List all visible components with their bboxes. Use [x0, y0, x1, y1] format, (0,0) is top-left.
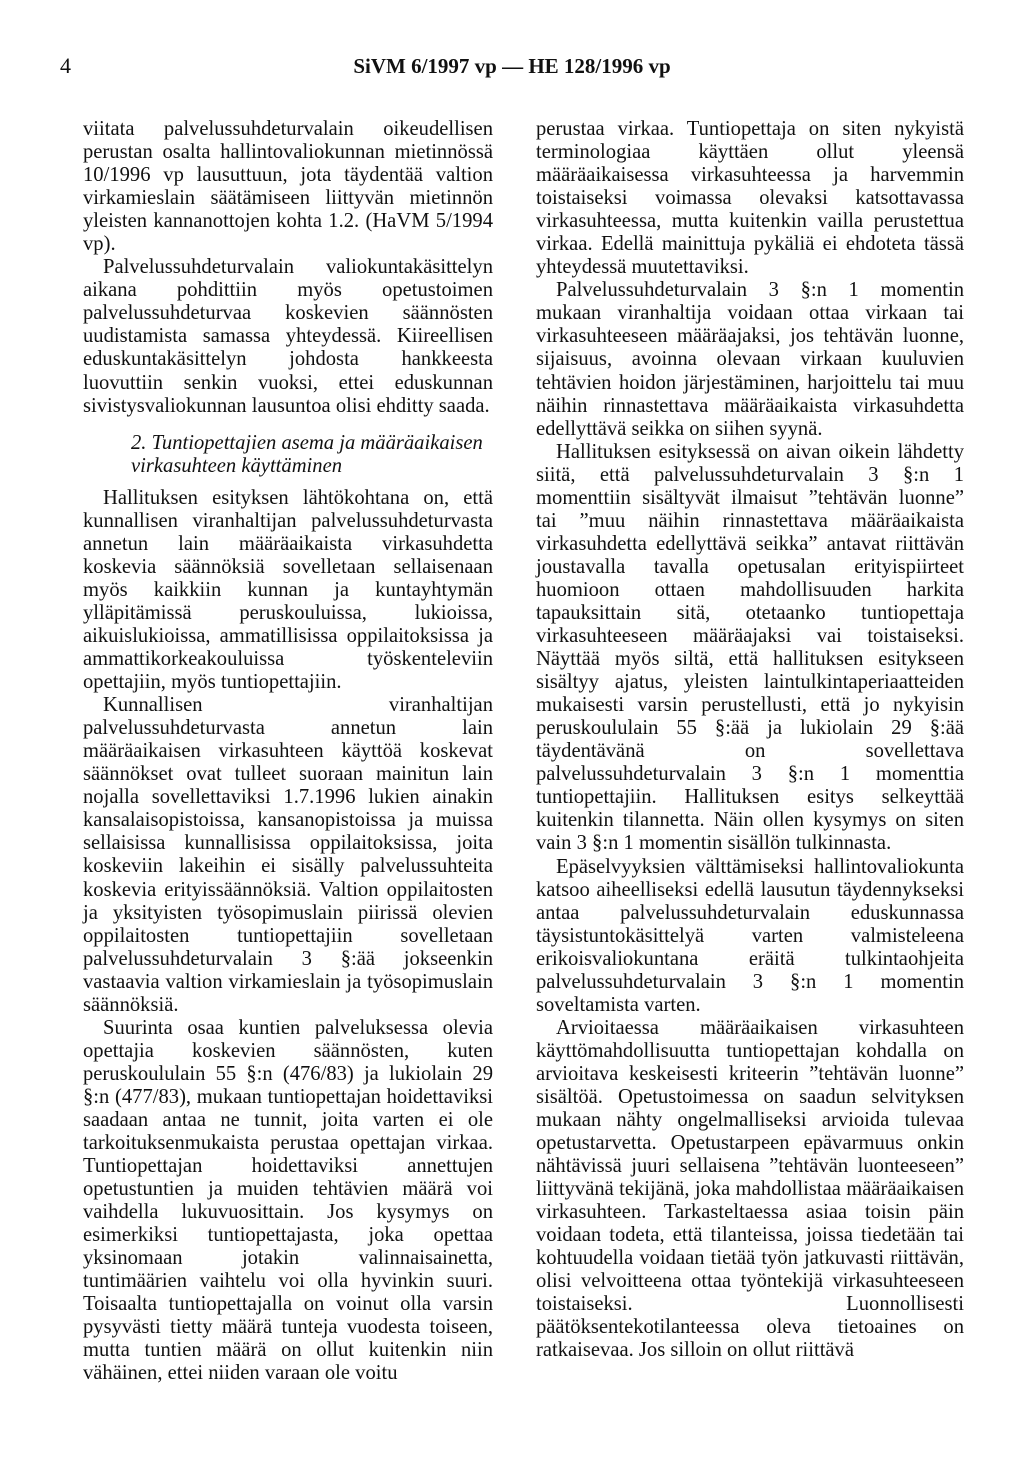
- paragraph: Arvioitaessa määräaikaisen virkasuhteen käyttömahdollisuutta tuntiopettajan kohdalla on arvioitava keskeisesti kriteerin ”tehtävän luonne” sisältöä. Opetustoimessa on saadun selvityksen mukaan nähty ongelmalliseksi arvioida tulevaa opetustarvetta. Opetustarpeen epävarmuus onkin nähtävissä juuri sellaisena ”tehtävän luonteeseen” liittyvänä tekijänä, joka mahdollistaa määräaikaisen virkasuhteen. Tarkasteltaessa asiaa toisin päin voidaan todeta, että tilanteissa, joissa tiedetään tai kohtuudella voidaan tietää työn jatkuvasti riittävän, olisi velvoitteena ottaa työntekijä virkasuhteeseen toistaiseksi. Luonnollisesti päätöksentekotilanteessa oleva tietoaines on ratkaisevaa. Jos silloin on ollut riittävä: [536, 1016, 964, 1362]
- section-heading: [83, 432, 493, 478]
- section-number: 2.: [131, 431, 147, 454]
- paragraph: Palvelussuhdeturvalain valiokuntakäsittelyn aikana pohdittiin myös opetustoimen palvelussuhdeturvaa koskevien säännösten uudistamista samassa yhteydessä. Kiireellisen eduskuntakäsittelyn johdosta hankkeesta luovuttiin senkin vuoksi, ettei eduskunnan sivistysvaliokunnan lausuntoa olisi ehditty saada.: [83, 256, 493, 417]
- paragraph: Epäselvyyksien välttämiseksi hallintovaliokunta katsoo aiheelliseksi edellä lausutun täydennykseksi antaa palvelussuhdeturvalain eduskunnassa täysistuntokäsittelyä varten valmisteleena erikoisvaliokuntana eräitä tulkintaohjeita palvelussuhdeturvalain 3 §:n 1 momentin soveltamista varten.: [536, 855, 964, 1016]
- running-head: SiVM 6/1997 vp — HE 128/1996 vp: [353, 54, 671, 78]
- paragraph: Hallituksen esityksen lähtökohtana on, että kunnallisen viranhaltijan palvelussuhdeturvasta annetun lain määräaikaista virkasuhdetta koskevia säännöksiä sovelletaan sellaisenaan myös kaikkiin kunnan ja kuntayhtymän ylläpitämissä peruskouluissa, lukioissa, aikuislukioissa, ammatillisissa oppilaitoksissa ja ammattikorkeakouluissa työskenteleviin opettajiin, myös tuntiopettajiin.: [83, 486, 493, 694]
- paragraph: viitata palvelussuhdeturvalain oikeudellisen perustan osalta hallintovaliokunnan mietinnössä 10/1996 vp lausuttuun, jota täydentää valtion virkamieslain säätämiseen liittyvän mietinnön yleisten kannanottojen kohta 1.2. (HaVM 5/1994 vp).: [83, 118, 493, 256]
- left-column: [83, 118, 493, 1386]
- section-title: Tuntiopettajien asema ja määräaikaisen virkasuhteen käyttäminen: [131, 431, 483, 477]
- paragraph: Kunnallisen viranhaltijan palvelussuhdeturvasta annetun lain määräaikaisen virkasuhteen käyttöä koskevat säännökset ovat tulleet suoraan mainitun lain nojalla sovellettaviksi 1.7.1996 lukien ainakin kansalaisopistoissa, kansanopistoissa ja muissa sellaisissa kunnallisissa oppilaitoksissa, joita koskeviin lakeihin ei sisälly palvelussuhteita koskevia erityissäännöksiä. Valtion oppilaitosten ja yksityisten työsopimuslain piirissä olevien oppilaitosten tuntiopettajiin sovelletaan palvelussuhdeturvalain 3 §:ää jokseenkin vastaavia valtion virkamieslain ja työsopimuslain säännöksiä.: [83, 694, 493, 1016]
- paragraph: perustaa virkaa. Tuntiopettaja on siten nykyistä terminologiaa käyttäen ollut yleensä määräaikaisessa virkasuhteessa ja harvemmin toistaiseksi voimassa olevaksi katsottavassa virkasuhteessa, mutta kuitenkin vailla perustettua virkaa. Edellä mainittuja pykäliä ei ehdoteta tässä yhteydessä muutettaviksi.: [536, 118, 964, 279]
- right-column: [536, 118, 964, 1363]
- paragraph: Palvelussuhdeturvalain 3 §:n 1 momentin mukaan viranhaltija voidaan ottaa virkaan tai virkasuhteeseen määräajaksi, jos tehtävän luonne, sijaisuus, avoinna olevaan virkaan kuuluvien tehtävien hoidon järjestäminen, harjoittelu tai muu näihin rinnastettava määräaikaista virkasuhdetta edellyttävä seikka on siihen syynä.: [536, 279, 964, 440]
- page-number: 4: [60, 53, 71, 78]
- paragraph: Suurinta osaa kuntien palveluksessa olevia opettajia koskevien säännösten, kuten peruskoululain 55 §:n (476/83) ja lukiolain 29 §:n (477/83), mukaan tuntiopettajan hoidettaviksi saadaan antaa ne tunnit, joita varten ei ole tarkoituksenmukaista perustaa opettajan virkaa. Tuntiopettajan hoidettaviksi annettujen opetustuntien ja muiden tehtävien määrä voi vaihdella lukuvuosittain. Jos kysymys on esimerkiksi tuntiopettajasta, joka opettaa yksinomaan jotakin valinnaisainetta, tuntimäärien vaihtelu voi olla hyvinkin suuri. Toisaalta tuntiopettajalla on voinut olla varsin pysyvästi tietty määrä tunteja vuodesta toiseen, mutta tuntien määrä on ollut kuitenkin niin vähäinen, ettei niiden varaan ole voitu: [83, 1016, 493, 1385]
- paragraph: Hallituksen esityksessä on aivan oikein lähdetty siitä, että palvelussuhdeturvalain 3 §:n 1 momenttiin sisältyvät ilmaisut ”tehtävän luonne” tai ”muu näihin rinnastettava määräaikaista virkasuhdetta edellyttävä seikka” antavat riittävän joustavalla tavalla opetusalan erityispiirteet huomioon ottaen mahdollisuuden harkita tapauksittain sitä, otetaanko tuntiopettaja virkasuhteeseen määräajaksi vai toistaiseksi. Näyttää myös siltä, että hallituksen esitykseen sisältyy ajatus, yleisten laintulkintaperiaatteiden mukaisesti varsin perustellusti, että jo nykyisin peruskoululain 55 §:ää ja lukiolain 29 §:ää täydentävänä on sovellettava palvelussuhdeturvalain 3 §:n 1 momenttia tuntiopettajiin. Hallituksen esitys selkeyttää kuitenkin tilannetta. Näin ollen kysymys on siten vain 3 §:n 1 momentin sisällön tulkinnasta.: [536, 440, 964, 855]
